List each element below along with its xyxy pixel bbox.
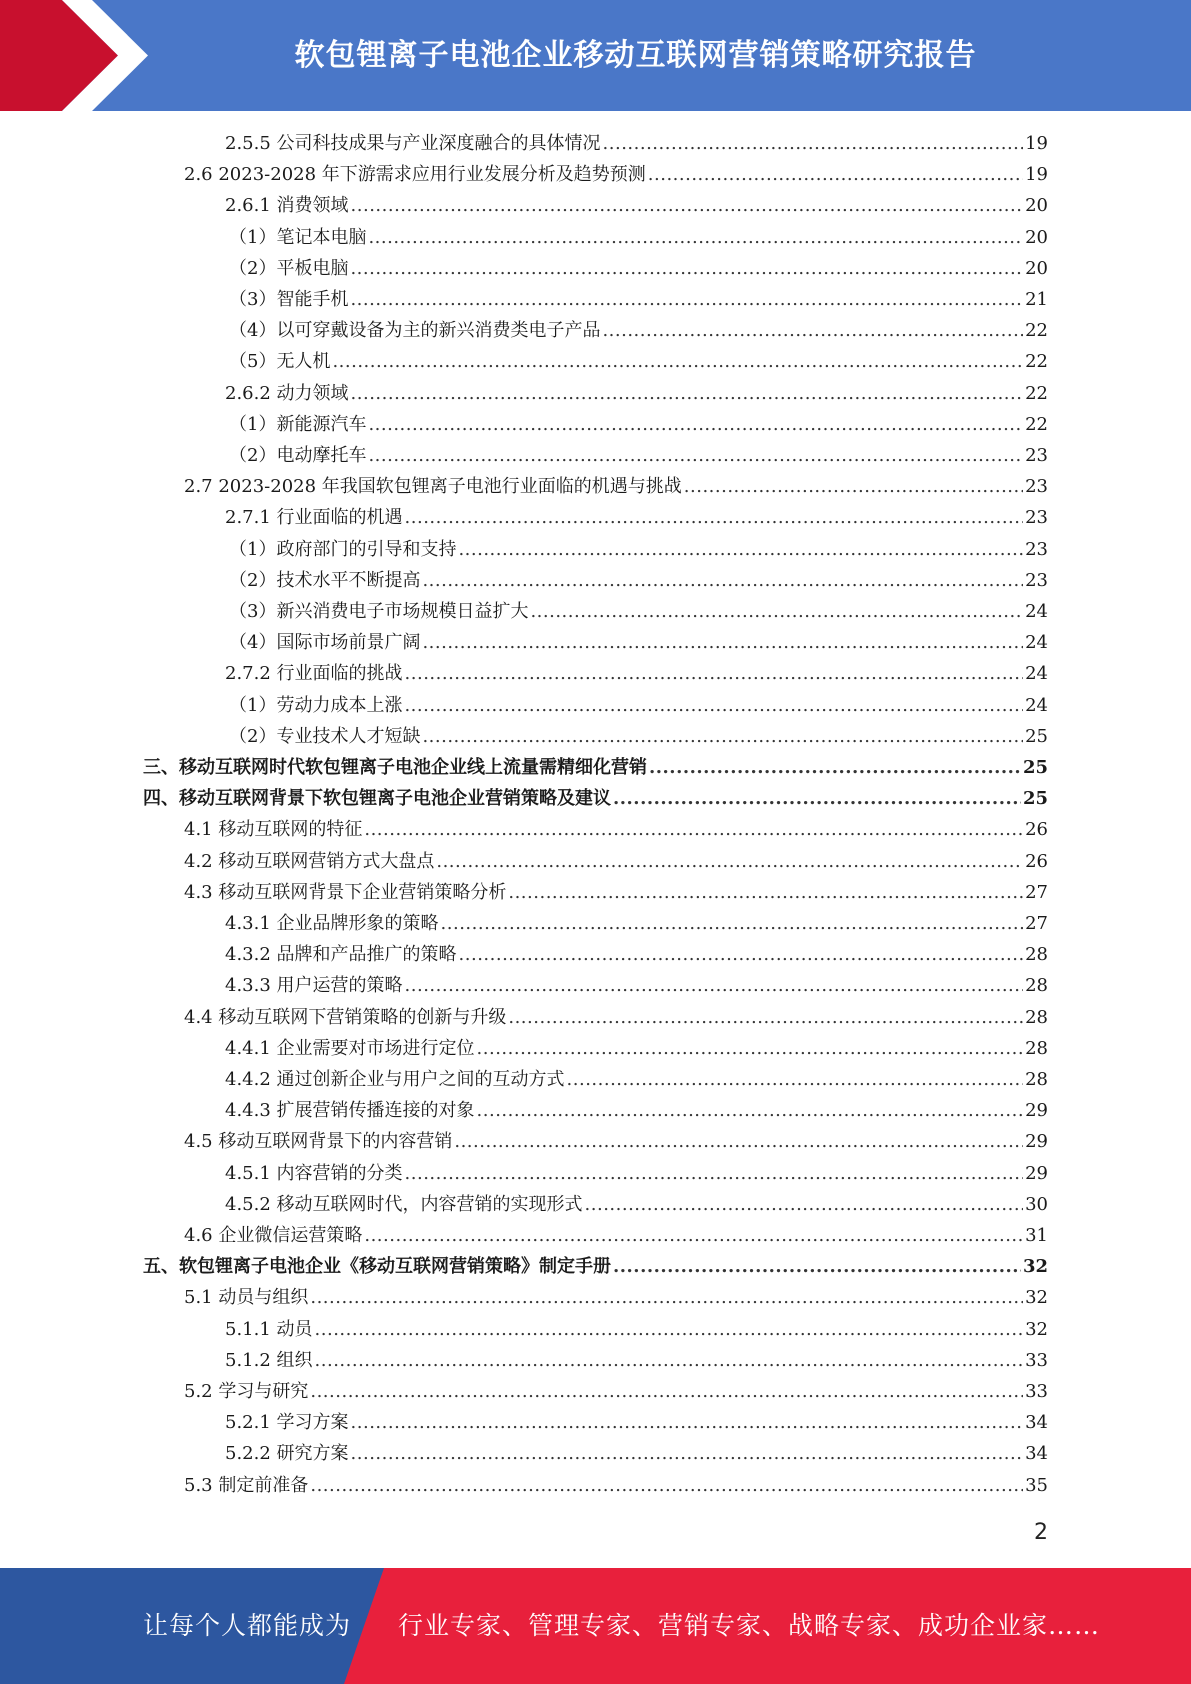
toc-entry-label: 4.4.3 扩展营销传播连接的对象	[225, 1100, 475, 1122]
toc-leader-dots	[351, 1407, 1024, 1438]
toc-entry-page: 20	[1025, 226, 1048, 248]
toc-leader-dots	[332, 346, 1023, 377]
toc-entry-page: 25	[1025, 725, 1048, 747]
toc-entry[interactable]	[225, 1064, 1048, 1095]
toc-entry[interactable]	[184, 846, 1048, 877]
toc-entry-label: （4）国际市场前景广阔	[229, 632, 421, 654]
toc-entry-page: 24	[1025, 694, 1048, 716]
toc-entry[interactable]	[225, 1314, 1048, 1345]
toc-leader-dots	[422, 627, 1023, 658]
toc-entry[interactable]	[229, 690, 1048, 721]
toc-entry-label: 三、移动互联网时代软包锂离子电池企业线上流量需精细化营销	[143, 757, 647, 778]
toc-entry[interactable]	[225, 1345, 1048, 1376]
toc-leader-dots	[649, 752, 1021, 783]
toc-entry[interactable]	[184, 1126, 1048, 1157]
toc-entry-page: 34	[1025, 1412, 1048, 1434]
toc-leader-dots	[350, 253, 1023, 284]
toc-entry-label: 4.4.1 企业需要对市场进行定位	[225, 1037, 475, 1059]
toc-entry-label: 2.7 2023-2028 年我国软包锂离子电池行业面临的机遇与挑战	[184, 476, 682, 498]
toc-entry-page: 21	[1025, 289, 1048, 310]
toc-entry[interactable]	[225, 1438, 1048, 1469]
toc-entry[interactable]	[225, 1407, 1048, 1438]
toc-entry-page: 19	[1025, 133, 1048, 154]
toc-entry[interactable]	[229, 315, 1048, 346]
toc-entry-page: 31	[1025, 1225, 1048, 1246]
footer-slogan-left: 让每个人都能成为	[143, 1611, 352, 1640]
toc-entry[interactable]	[184, 1376, 1048, 1407]
toc-entry[interactable]	[229, 721, 1048, 752]
page-number: 2	[1034, 1520, 1048, 1545]
toc-leader-dots	[567, 1064, 1024, 1095]
toc-entry[interactable]	[184, 1220, 1048, 1251]
toc-leader-dots	[368, 222, 1023, 253]
toc-entry-label: 4.3 移动互联网背景下企业营销策略分析	[184, 881, 507, 903]
toc-entry-page: 32	[1025, 1287, 1048, 1309]
toc-entry-page: 33	[1025, 1349, 1048, 1371]
toc-entry[interactable]	[225, 378, 1048, 409]
toc-entry[interactable]	[225, 190, 1048, 221]
toc-entry-label: （2）电动摩托车	[229, 445, 367, 466]
toc-entry-page: 35	[1025, 1474, 1048, 1496]
toc-entry-page: 22	[1025, 413, 1048, 435]
toc-entry[interactable]	[225, 658, 1048, 689]
toc-entry[interactable]	[229, 222, 1048, 253]
toc-entry-page: 28	[1025, 975, 1048, 997]
toc-entry-page: 23	[1025, 476, 1048, 498]
toc-entry-label: 五、软包锂离子电池企业《移动互联网营销策略》制定手册	[143, 1256, 611, 1278]
toc-leader-dots	[508, 1002, 1023, 1033]
toc-leader-dots	[508, 877, 1023, 908]
toc-entry-page: 28	[1025, 944, 1048, 966]
toc-leader-dots	[684, 471, 1023, 502]
toc-entry-label: 4.3.3 用户运营的策略	[225, 975, 403, 997]
toc-entry[interactable]	[229, 284, 1048, 315]
toc-leader-dots	[310, 1282, 1023, 1313]
toc-entry[interactable]	[225, 128, 1048, 159]
toc-entry-label: （1）新能源汽车	[229, 413, 367, 435]
toc-entry-label: （2）平板电脑	[229, 257, 349, 279]
toc-entry[interactable]	[184, 877, 1048, 908]
toc-entry[interactable]	[184, 1002, 1048, 1033]
toc-entry-page: 30	[1025, 1193, 1048, 1215]
toc-entry[interactable]	[184, 814, 1048, 845]
toc-entry[interactable]	[229, 565, 1048, 596]
toc-entry-label: （4）以可穿戴设备为主的新兴消费类电子产品	[229, 320, 601, 342]
toc-entry-page: 27	[1025, 881, 1048, 903]
page-header	[0, 0, 1191, 111]
toc-entry-label: 2.6.1 消费领域	[225, 195, 349, 217]
toc-entry-label: 5.1 动员与组织	[184, 1287, 309, 1309]
toc-leader-dots	[436, 846, 1023, 877]
toc-entry[interactable]	[225, 908, 1048, 939]
toc-leader-dots	[458, 534, 1023, 565]
toc-entry-label: 4.5.2 移动互联网时代，内容营销的实现形式	[225, 1193, 583, 1215]
toc-entry-page: 20	[1025, 195, 1048, 217]
toc-entry[interactable]	[184, 471, 1048, 502]
toc-leader-dots	[351, 378, 1024, 409]
toc-leader-dots	[530, 596, 1023, 627]
toc-entry[interactable]	[225, 1033, 1048, 1064]
toc-leader-dots	[585, 1189, 1024, 1220]
toc-leader-dots	[405, 502, 1024, 533]
toc-entry-label: 4.4.2 通过创新企业与用户之间的互动方式	[225, 1069, 565, 1090]
toc-entry-label: 四、移动互联网背景下软包锂离子电池企业营销策略及建议	[143, 788, 611, 810]
toc-leader-dots	[477, 1033, 1024, 1064]
toc-entry-label: （2）专业技术人才短缺	[229, 725, 421, 747]
toc-leader-dots	[368, 409, 1023, 440]
toc-entry-page: 26	[1025, 850, 1048, 872]
toc-entry-page: 22	[1025, 382, 1048, 404]
toc-entry-page: 24	[1025, 632, 1048, 654]
toc-leader-dots	[315, 1345, 1024, 1376]
toc-entry-label: （3）智能手机	[229, 289, 349, 310]
toc-leader-dots	[422, 721, 1023, 752]
toc-entry-label: （3）新兴消费电子市场规模日益扩大	[229, 601, 529, 622]
toc-entry-label: 5.3 制定前准备	[184, 1474, 309, 1496]
toc-entry[interactable]	[229, 596, 1048, 627]
toc-leader-dots	[613, 783, 1021, 814]
toc-leader-dots	[602, 315, 1023, 346]
toc-entry-label: （5）无人机	[229, 351, 331, 373]
toc-entry-label: 2.7.1 行业面临的机遇	[225, 507, 403, 529]
toc-leader-dots	[477, 1095, 1024, 1126]
toc-leader-dots	[405, 1158, 1024, 1189]
toc-entry-label: 2.5.5 公司科技成果与产业深度融合的具体情况	[225, 133, 601, 154]
toc-leader-dots	[404, 690, 1023, 721]
toc-leader-dots	[459, 939, 1024, 970]
toc-entry-label: 4.5 移动互联网背景下的内容营销	[184, 1131, 453, 1153]
footer-slogan-right: 行业专家、管理专家、营销专家、战略专家、成功企业家……	[398, 1611, 1101, 1640]
toc-entry-label: 2.6.2 动力领域	[225, 382, 349, 404]
toc-leader-dots	[350, 284, 1023, 315]
toc-leader-dots	[315, 1314, 1024, 1345]
toc-entry[interactable]	[225, 1095, 1048, 1126]
toc-entry-label: 4.2 移动互联网营销方式大盘点	[184, 850, 435, 872]
toc-entry-page: 23	[1025, 569, 1048, 591]
toc-entry-page: 26	[1025, 819, 1048, 841]
toc-leader-dots	[364, 1220, 1023, 1251]
toc-entry[interactable]	[229, 253, 1048, 284]
toc-leader-dots	[613, 1251, 1021, 1282]
toc-entry-page: 32	[1022, 1256, 1048, 1278]
toc-entry-page: 24	[1025, 601, 1048, 622]
toc-entry-label: （1）政府部门的引导和支持	[229, 538, 457, 560]
toc-entry-label: 4.3.1 企业品牌形象的策略	[225, 913, 439, 934]
toc-entry-page: 23	[1025, 507, 1048, 529]
toc-entry-page: 32	[1025, 1318, 1048, 1340]
toc-entry[interactable]	[229, 534, 1048, 565]
toc-entry-page: 34	[1025, 1443, 1048, 1465]
toc-entry[interactable]	[229, 409, 1048, 440]
toc-leader-dots	[441, 908, 1024, 939]
report-title: 软包锂离子电池企业移动互联网营销策略研究报告	[294, 38, 977, 73]
toc-entry-page: 22	[1025, 351, 1048, 373]
toc-entry-label: （1）劳动力成本上涨	[229, 694, 403, 716]
toc-entry[interactable]	[184, 1470, 1048, 1501]
toc-entry[interactable]	[225, 1189, 1048, 1220]
toc-entry[interactable]	[229, 346, 1048, 377]
toc-entry-page: 24	[1025, 663, 1048, 685]
toc-entry[interactable]	[143, 752, 1048, 783]
toc-entry-page: 28	[1025, 1037, 1048, 1059]
toc-entry-label: 5.1.2 组织	[225, 1349, 313, 1371]
toc-entry-label: （2）技术水平不断提高	[229, 569, 421, 591]
toc-entry-page: 23	[1025, 538, 1048, 560]
toc-entry-page: 28	[1025, 1006, 1048, 1028]
toc-entry-label: 4.5.1 内容营销的分类	[225, 1162, 403, 1184]
toc-entry-label: 5.2.2 研究方案	[225, 1443, 349, 1465]
toc-entry-page: 19	[1025, 164, 1048, 186]
toc-leader-dots	[454, 1126, 1023, 1157]
toc-entry-label: 5.2.1 学习方案	[225, 1412, 349, 1434]
toc-entry-page: 29	[1025, 1162, 1048, 1184]
toc-entry[interactable]	[143, 783, 1048, 814]
toc-entry[interactable]	[225, 970, 1048, 1001]
toc-leader-dots	[648, 159, 1023, 190]
toc-entry-page: 23	[1025, 445, 1048, 466]
toc-entry[interactable]	[184, 1282, 1048, 1313]
page-footer	[0, 1568, 1191, 1684]
toc-entry-label: 2.7.2 行业面临的挑战	[225, 663, 403, 685]
toc-entry-page: 22	[1025, 320, 1048, 342]
toc-entry-page: 29	[1025, 1100, 1048, 1122]
toc-leader-dots	[405, 970, 1024, 1001]
toc-entry-page: 20	[1025, 257, 1048, 279]
toc-entry-label: 4.1 移动互联网的特征	[184, 819, 363, 841]
toc-leader-dots	[368, 440, 1023, 471]
toc-entry-label: 4.6 企业微信运营策略	[184, 1225, 363, 1246]
toc-entry-label: （1）笔记本电脑	[229, 226, 367, 248]
toc-leader-dots	[351, 190, 1024, 221]
toc-entry[interactable]	[184, 159, 1048, 190]
toc-entry[interactable]	[229, 440, 1048, 471]
toc-entry-label: 2.6 2023-2028 年下游需求应用行业发展分析及趋势预测	[184, 164, 646, 186]
toc-leader-dots	[310, 1376, 1023, 1407]
toc-entry-label: 5.2 学习与研究	[184, 1381, 309, 1402]
toc-entry-page: 25	[1022, 757, 1048, 778]
toc-entry[interactable]	[143, 1251, 1048, 1282]
toc-entry[interactable]	[225, 502, 1048, 533]
toc-entry[interactable]	[225, 939, 1048, 970]
toc-leader-dots	[351, 1438, 1024, 1469]
toc-entry[interactable]	[229, 627, 1048, 658]
toc-leader-dots	[405, 658, 1024, 689]
toc-leader-dots	[422, 565, 1023, 596]
toc-entry-label: 5.1.1 动员	[225, 1318, 313, 1340]
toc-entry-label: 4.3.2 品牌和产品推广的策略	[225, 944, 457, 966]
toc-leader-dots	[603, 128, 1024, 159]
toc-entry-page: 29	[1025, 1131, 1048, 1153]
toc-leader-dots	[364, 814, 1023, 845]
toc-entry-page: 28	[1025, 1069, 1048, 1090]
toc-entry-page: 25	[1022, 788, 1048, 810]
toc-entry-page: 33	[1025, 1381, 1048, 1402]
toc-leader-dots	[310, 1470, 1023, 1501]
toc-entry-label: 4.4 移动互联网下营销策略的创新与升级	[184, 1006, 507, 1028]
toc-entry[interactable]	[225, 1158, 1048, 1189]
toc-entry-page: 27	[1025, 913, 1048, 934]
